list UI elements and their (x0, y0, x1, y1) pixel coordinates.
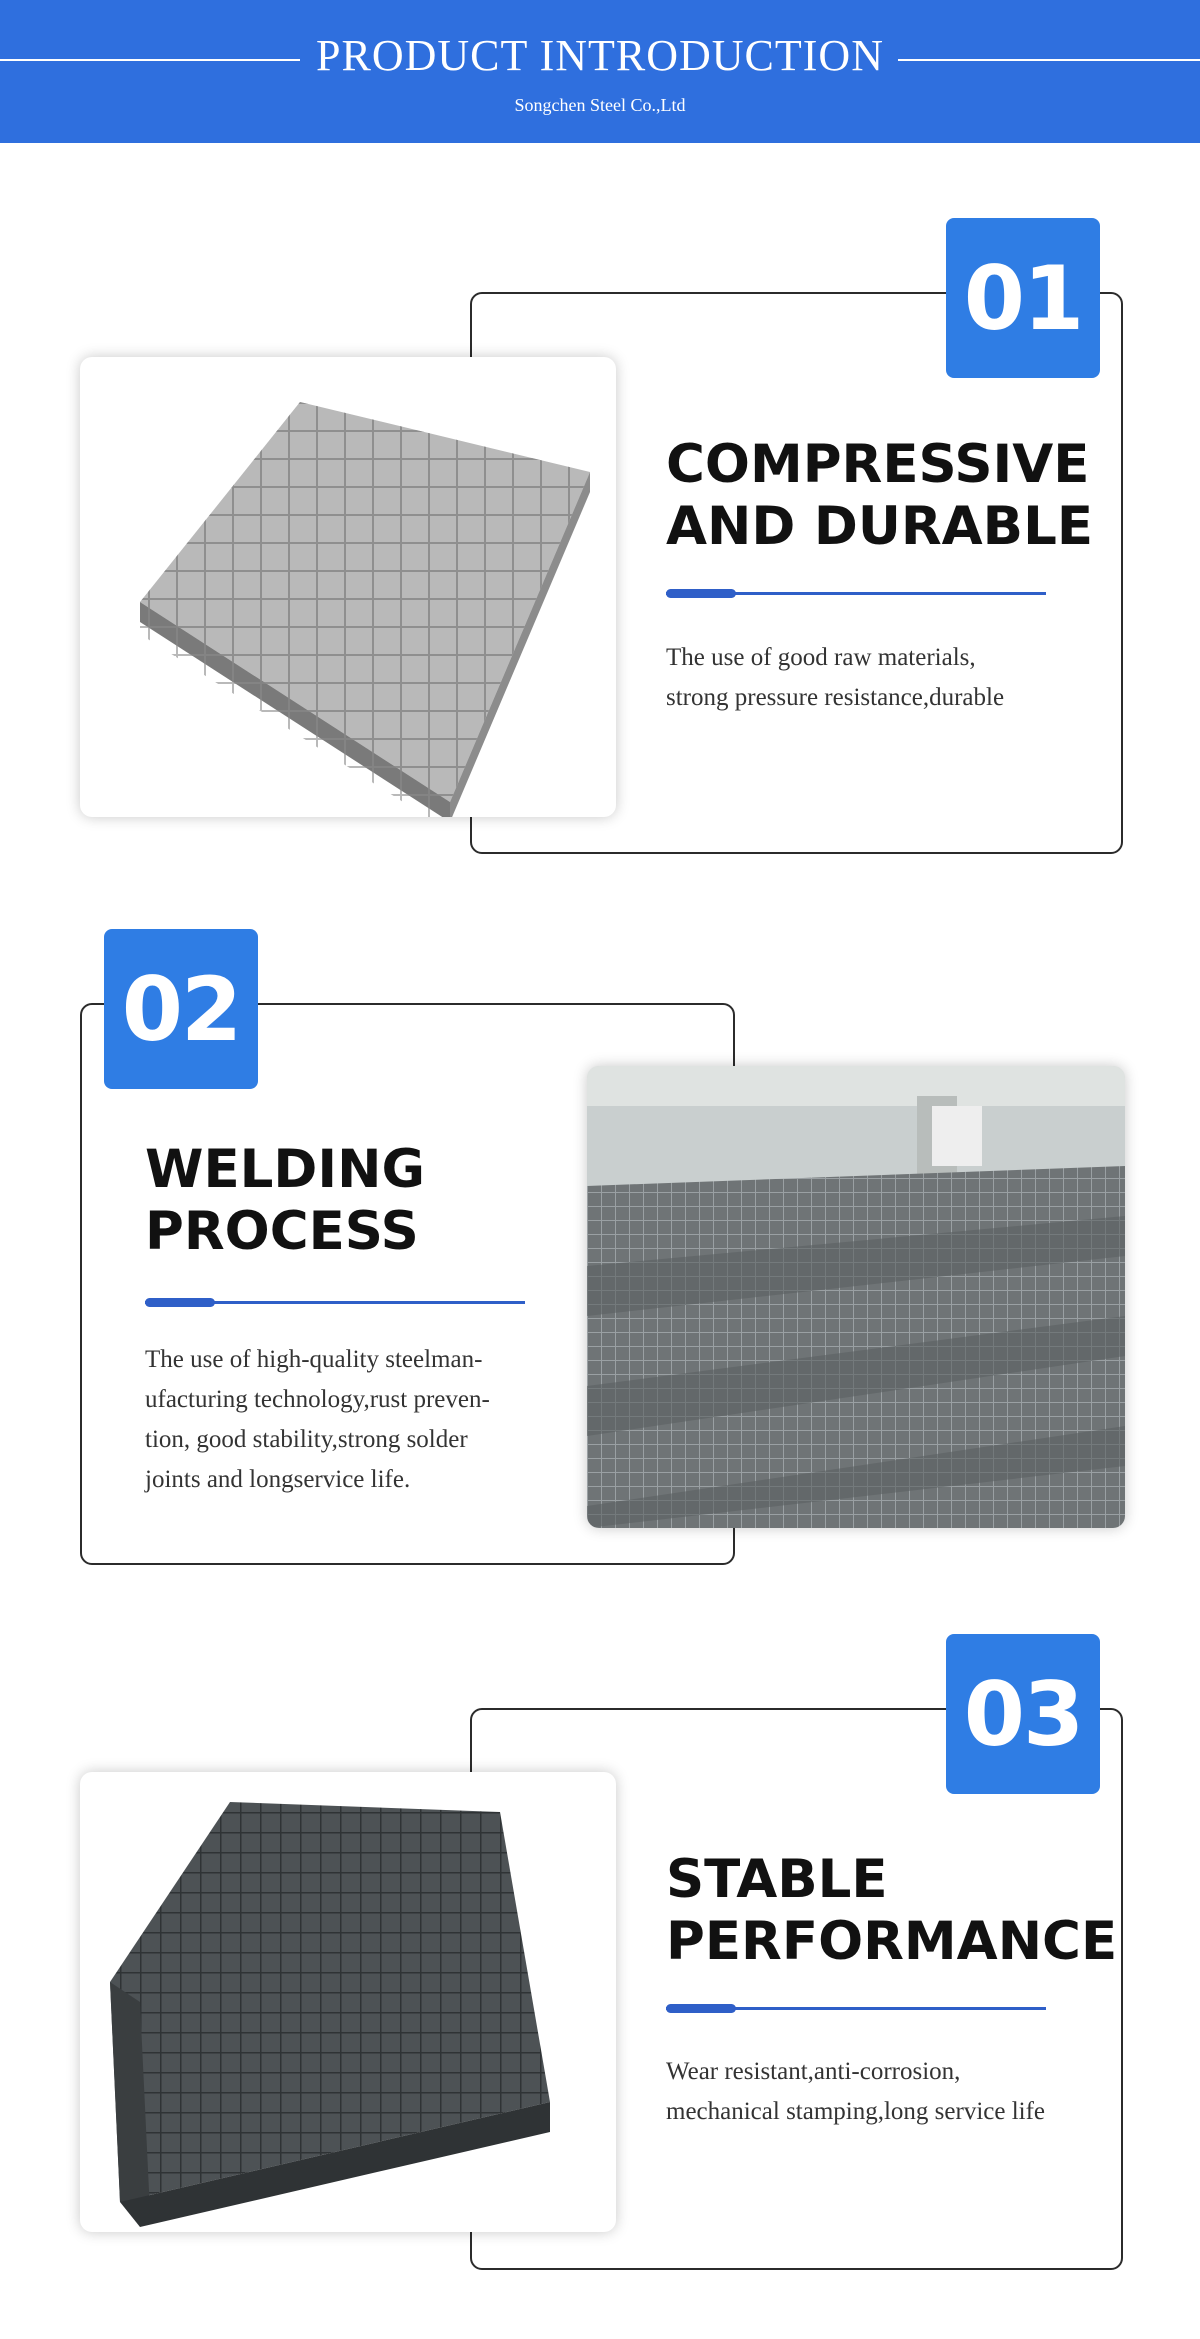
section-heading-line: AND DURABLE (666, 496, 1094, 557)
section-description-line: tion, good stability,strong solder (145, 1426, 468, 1453)
section-description-line: strong pressure resistance,durable (666, 684, 1005, 711)
header-banner (0, 0, 1200, 143)
section-description (145, 1340, 490, 1500)
section-number-badge: 02 (104, 929, 258, 1089)
section-description-line: The use of good raw materials, (666, 644, 976, 671)
section-description-line: Wear resistant,anti-corrosion, (666, 2058, 961, 2085)
section-description-line: mechanical stamping,long service life (666, 2098, 1046, 2125)
heading-divider (666, 592, 1046, 595)
section-heading (145, 1139, 425, 1263)
section-number-badge: 03 (946, 1634, 1100, 1794)
section-heading-line: COMPRESSIVE (666, 434, 1090, 495)
section-description-line: joints and longservice life. (145, 1466, 411, 1493)
section-description (666, 2052, 1045, 2132)
section-description (666, 638, 1004, 718)
section-heading-line: WELDING (145, 1139, 426, 1200)
section-heading-line: PERFORMANCE (666, 1911, 1118, 1972)
product-photo-dark-mesh (80, 1772, 616, 2232)
factory-mesh-stacks-icon (587, 1066, 1125, 1528)
heading-divider (145, 1301, 525, 1304)
product-photo-steel-mesh (80, 357, 616, 817)
section-number-badge: 01 (946, 218, 1100, 378)
dark-mesh-stack-icon (80, 1772, 616, 2232)
product-photo-factory-mesh (587, 1066, 1125, 1528)
section-heading-line: PROCESS (145, 1201, 419, 1262)
section-heading-line: STABLE (666, 1849, 888, 1910)
section-heading (666, 434, 1093, 558)
page-title: PRODUCT INTRODUCTION (316, 31, 884, 80)
section-description-line: ufacturing technology,rust preven- (145, 1386, 490, 1413)
company-name: Songchen Steel Co.,Ltd (514, 95, 686, 115)
heading-divider (666, 2007, 1046, 2010)
section-heading (666, 1849, 1117, 1973)
section-description-line: The use of high-quality steelman- (145, 1346, 483, 1373)
steel-mesh-panel-stack-icon (80, 357, 616, 817)
